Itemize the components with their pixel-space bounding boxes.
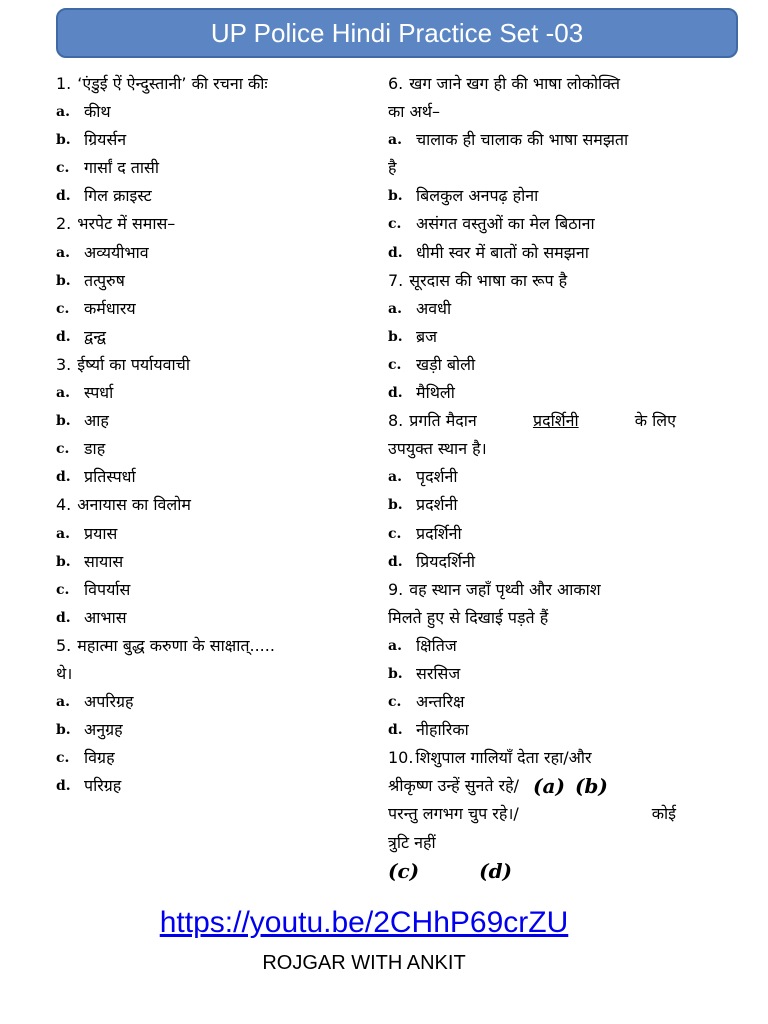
option-letter: d. — [56, 188, 71, 205]
underlined-word: प्रदर्शिनी — [532, 411, 579, 431]
option-letter: b. — [388, 188, 403, 205]
option-letter: a. — [388, 637, 402, 654]
left-column — [56, 70, 356, 800]
question-number: 1. — [56, 74, 72, 93]
error-marker-b: (b) — [574, 774, 608, 799]
question-text: श्रीकृष्ण उन्हें सुनते रहे/ — [388, 776, 520, 796]
option-text: अन्तरिक्ष — [416, 692, 465, 712]
option-d — [388, 716, 676, 744]
question-text: थे। — [56, 663, 73, 683]
option-letter: c. — [56, 300, 70, 317]
option-b — [56, 267, 356, 295]
option-text: विग्रह — [84, 748, 115, 768]
question-10-markers — [388, 857, 676, 885]
option-letter: a. — [388, 300, 402, 317]
question-text: महात्मा बुद्ध करुणा के साक्षात्..... — [77, 635, 275, 655]
option-text: असंगत वस्तुओं का मेल बिठाना — [416, 214, 595, 234]
option-b — [56, 126, 356, 154]
option-d — [56, 182, 356, 210]
option-letter: c. — [388, 356, 402, 373]
question-text: भरपेट में समास– — [77, 214, 176, 234]
option-letter: d. — [56, 469, 71, 486]
option-letter: b. — [56, 132, 71, 149]
question-text: वह स्थान जहाँ पृथ्वी और आकाश — [409, 579, 601, 599]
option-b — [388, 660, 676, 688]
option-letter: b. — [388, 665, 403, 682]
option-text: अवधी — [416, 298, 452, 318]
question-text: खग जाने खग ही की भाषा लोकोक्ति — [409, 74, 620, 93]
question-number: 9. — [388, 579, 404, 599]
option-d — [56, 323, 356, 351]
option-letter: b. — [56, 272, 71, 289]
option-letter: d. — [56, 778, 71, 795]
option-letter: b. — [388, 328, 403, 345]
option-c — [388, 520, 676, 548]
question-5-continued — [56, 660, 356, 688]
question-text-tail: के लिए — [634, 411, 676, 431]
option-b — [56, 716, 356, 744]
option-text: खड़ी बोली — [416, 354, 476, 374]
option-letter: d. — [388, 722, 403, 739]
option-letter: a. — [388, 132, 402, 149]
question-number: 8. — [388, 411, 404, 431]
option-b — [388, 182, 676, 210]
title-banner — [56, 8, 738, 58]
option-c — [56, 744, 356, 772]
question-6-continued — [388, 98, 676, 126]
option-text: आह — [84, 411, 109, 431]
question-9 — [388, 576, 676, 604]
option-text: मैथिली — [416, 383, 455, 403]
question-number: 4. — [56, 495, 72, 515]
option-text: क्षितिज — [416, 635, 457, 655]
option-text: सरसिज — [416, 663, 461, 683]
option-text: पृदर्शनी — [416, 467, 458, 487]
question-5 — [56, 632, 356, 660]
question-text: अनायास का विलोम — [77, 495, 191, 515]
option-a — [388, 295, 676, 323]
question-number: 2. — [56, 214, 72, 234]
option-text: अपरिग्रह — [84, 692, 134, 712]
option-letter: c. — [388, 694, 402, 711]
option-a — [388, 463, 676, 491]
option-b — [56, 407, 356, 435]
option-text: धीमी स्वर में बातों को समझना — [416, 242, 589, 262]
option-text: गिल क्राइस्ट — [84, 186, 152, 206]
error-marker-d: (d) — [479, 858, 513, 883]
question-text: का अर्थ– — [388, 102, 440, 122]
question-10-part-2 — [388, 772, 676, 800]
question-10-part-3 — [388, 800, 676, 828]
question-8-continued — [388, 435, 676, 463]
question-number: 10. — [388, 748, 414, 768]
option-b — [388, 323, 676, 351]
option-letter: b. — [56, 722, 71, 739]
option-letter: c. — [56, 750, 70, 767]
option-c — [56, 295, 356, 323]
option-d — [388, 239, 676, 267]
question-1 — [56, 70, 356, 98]
option-d — [388, 379, 676, 407]
question-number: 7. — [388, 270, 404, 290]
option-c — [388, 688, 676, 716]
option-text: परिग्रह — [84, 776, 122, 796]
option-b — [388, 491, 676, 519]
question-text: प्रगति मैदान — [409, 411, 477, 431]
option-a-continued — [388, 154, 676, 182]
option-a — [56, 239, 356, 267]
question-text: त्रुटि नहीं — [388, 832, 436, 852]
question-number: 3. — [56, 354, 72, 374]
option-text: तत्पुरुष — [84, 270, 125, 290]
right-column — [388, 70, 676, 885]
option-letter: b. — [56, 413, 71, 430]
option-d — [388, 548, 676, 576]
question-8 — [388, 407, 676, 435]
option-a — [56, 688, 356, 716]
option-text: स्पर्धा — [84, 383, 114, 403]
footer-credit: ROJGAR WITH ANKIT — [262, 952, 466, 974]
option-c — [388, 351, 676, 379]
option-letter: a. — [56, 525, 70, 542]
question-number: 6. — [388, 74, 404, 93]
page-title: UP Police Hindi Practice Set -03 — [210, 17, 584, 48]
question-9-continued — [388, 604, 676, 632]
question-2 — [56, 210, 356, 238]
option-letter: c. — [56, 441, 70, 458]
option-c — [56, 154, 356, 182]
option-text: विपर्यास — [84, 579, 131, 599]
question-text: परन्तु लगभग चुप रहे।/ — [388, 804, 519, 824]
question-8-start — [388, 407, 477, 435]
question-10-part-4 — [388, 829, 676, 857]
question-7 — [388, 267, 676, 295]
option-letter: b. — [56, 553, 71, 570]
option-letter: a. — [56, 385, 70, 402]
error-marker-a: (a) — [533, 774, 565, 799]
option-a — [56, 379, 356, 407]
option-letter: c. — [56, 160, 70, 177]
option-text: नीहारिका — [416, 720, 469, 740]
option-d — [56, 463, 356, 491]
option-text: द्वन्द्व — [84, 326, 106, 346]
question-4 — [56, 491, 356, 519]
option-text: प्रयास — [84, 523, 118, 543]
option-text: गार्सां द तासी — [84, 158, 160, 178]
option-text: कर्मधारय — [84, 298, 136, 318]
youtube-link[interactable]: https://youtu.be/2CHhP69crZU — [159, 906, 569, 939]
option-letter: d. — [388, 553, 403, 570]
option-text: ब्रज — [416, 326, 438, 346]
error-marker-c: (c) — [388, 858, 420, 883]
question-3 — [56, 351, 356, 379]
question-text: ‘एंडुई ऐं ऐन्दुस्तानी’ की रचना कीः — [77, 74, 268, 93]
option-a — [388, 126, 676, 154]
option-text: अव्ययीभाव — [84, 242, 149, 262]
question-6 — [388, 70, 676, 98]
question-text: शिशुपाल गालियाँ देता रहा/और — [415, 748, 592, 768]
option-letter: c. — [388, 525, 402, 542]
option-letter: c. — [388, 216, 402, 233]
option-letter: d. — [56, 328, 71, 345]
option-letter: a. — [56, 694, 70, 711]
question-text: ईर्ष्या का पर्यायवाची — [77, 354, 190, 374]
option-text: कीथ — [84, 102, 111, 122]
question-text: उपयुक्त स्थान है। — [388, 439, 487, 459]
option-letter: d. — [388, 385, 403, 402]
question-text: मिलते हुए से दिखाई पड़ते हैं — [388, 607, 549, 627]
question-text: सूरदास की भाषा का रूप है — [409, 270, 568, 290]
option-c — [56, 576, 356, 604]
question-number: 5. — [56, 635, 72, 655]
option-text: ग्रियर्सन — [84, 130, 127, 150]
option-letter: a. — [56, 104, 70, 121]
option-text: प्रदर्शनी — [416, 495, 458, 515]
option-a — [56, 520, 356, 548]
option-a — [56, 98, 356, 126]
option-text: सायास — [84, 551, 124, 571]
option-text: बिलकुल अनपढ़ होना — [416, 186, 539, 206]
option-a — [388, 632, 676, 660]
option-letter: d. — [56, 609, 71, 626]
question-10 — [388, 744, 676, 772]
option-text: चालाक ही चालाक की भाषा समझता — [416, 130, 629, 150]
option-b — [56, 548, 356, 576]
option-text: डाह — [84, 439, 106, 459]
option-letter: d. — [388, 244, 403, 261]
option-letter: a. — [388, 469, 402, 486]
option-letter: b. — [388, 497, 403, 514]
option-d — [56, 772, 356, 800]
option-text: आभास — [84, 607, 127, 627]
option-c — [56, 435, 356, 463]
option-text: है — [388, 158, 397, 178]
option-c — [388, 210, 676, 238]
option-text: अनुग्रह — [84, 720, 123, 740]
option-text: प्रियदर्शिनी — [416, 551, 476, 571]
option-text: प्रदर्शिनी — [416, 523, 462, 543]
question-text-tail: कोई — [651, 804, 676, 824]
option-letter: c. — [56, 581, 70, 598]
option-d — [56, 604, 356, 632]
option-letter: a. — [56, 244, 70, 261]
option-text: प्रतिस्पर्धा — [84, 467, 136, 487]
